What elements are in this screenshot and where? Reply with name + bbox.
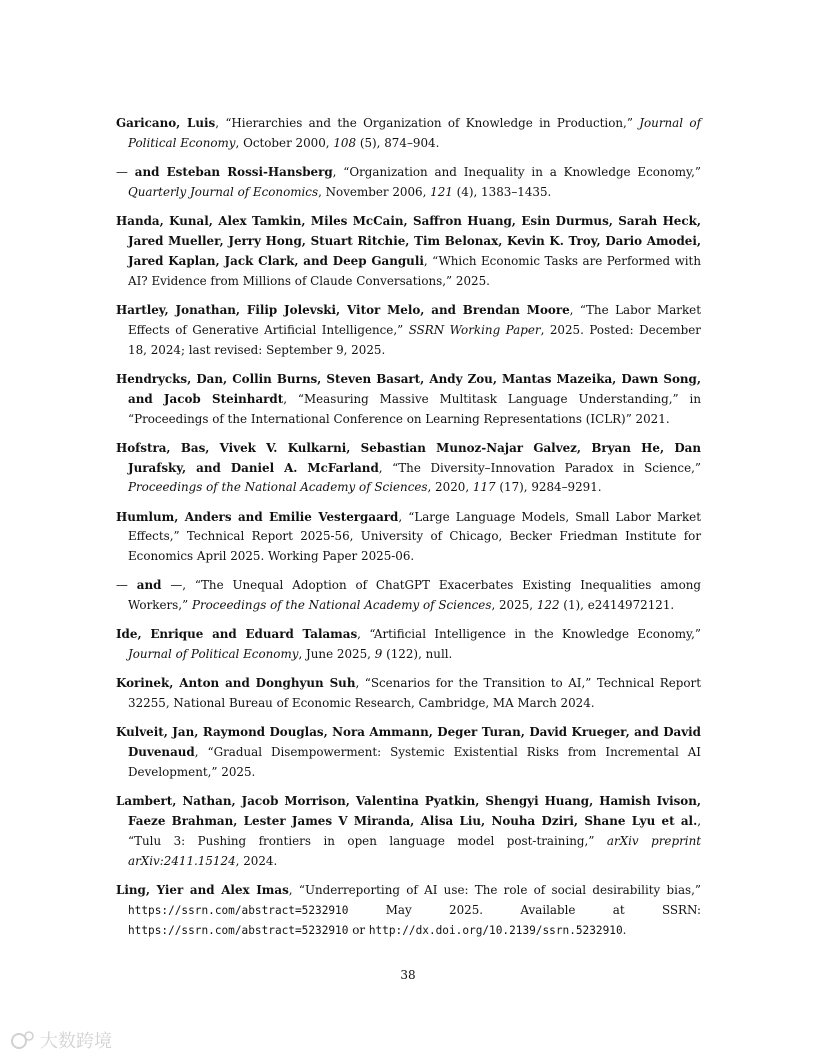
reference-entry bbox=[116, 625, 701, 665]
reference-text: , “The Labor Market Effects of Generative Artificial Intelligence,” bbox=[128, 302, 701, 337]
reference-volume: 9 bbox=[374, 647, 383, 662]
reference-journal: Quarterly Journal of Economics bbox=[128, 184, 319, 199]
reference-text: , October 2000, bbox=[235, 135, 334, 150]
reference-text: , “Large Language Models, Small Labor Market Effects,” Technical Report 2025-56, University of Chicago, Becker Friedman Institute for Economics April 2025. Working Paper 2025-06. bbox=[128, 509, 701, 564]
reference-authors: and Esteban Rossi-Hansberg bbox=[134, 165, 333, 179]
same-author-dash: — bbox=[116, 578, 128, 593]
reference-text: , November 2006, bbox=[318, 184, 431, 199]
reference-volume: 121 bbox=[430, 184, 453, 199]
reference-authors: Kulveit, Jan, Raymond Douglas, Nora Ammann, Deger Turan, David Krueger, and David Duvenaud bbox=[116, 725, 701, 760]
reference-entry bbox=[116, 723, 701, 783]
reference-text: May 2025. Available at SSRN: bbox=[348, 903, 701, 918]
reference-journal: arXiv preprint arXiv:2411.15124 bbox=[128, 834, 702, 869]
reference-entry bbox=[116, 881, 701, 941]
reference-entry bbox=[116, 792, 701, 872]
reference-text: , 2025. Posted: December 18, 2024; last revised: September 9, 2025. bbox=[128, 322, 701, 357]
reference-authors: Hartley, Jonathan, Filip Jolevski, Vitor Melo, and Brendan Moore bbox=[116, 302, 570, 317]
reference-text: , 2024. bbox=[235, 854, 278, 869]
reference-entry bbox=[116, 212, 701, 292]
reference-text: (1), e2414972121. bbox=[559, 598, 675, 613]
reference-text: , “Scenarios for the Transition to AI,” Technical Report 32255, National Bureau of Economic Research, Cambridge, MA March 2024. bbox=[128, 676, 701, 711]
reference-volume: 122 bbox=[536, 598, 560, 613]
reference-text: , “Measuring Massive Multitask Language Understanding,” in “Proceedings of the International Conference on Learning Representations (ICLR)” 2021. bbox=[128, 391, 701, 426]
reference-text: (17), 9284–9291. bbox=[495, 480, 602, 495]
reference-text: , June 2025, bbox=[298, 647, 375, 662]
same-author-dash: — bbox=[116, 165, 128, 179]
reference-text: (122), null. bbox=[382, 647, 453, 662]
reference-text: . bbox=[622, 922, 627, 937]
reference-text: (5), 874–904. bbox=[356, 135, 440, 150]
reference-entry bbox=[116, 301, 701, 361]
reference-text: , “Underreporting of AI use: The role of social desirability bias,” bbox=[288, 883, 701, 898]
reference-authors: Hofstra, Bas, Vivek V. Kulkarni, Sebastian Munoz-Najar Galvez, Bryan He, Dan Jurafsky, and Daniel A. McFarland bbox=[116, 440, 701, 475]
reference-text: , 2020, bbox=[427, 480, 473, 495]
reference-volume: 117 bbox=[472, 480, 496, 495]
reference-authors: Handa, Kunal, Alex Tamkin, Miles McCain, Saffron Huang, Esin Durmus, Sarah Heck, Jared Mueller, Jerry Hong, Stuart Ritchie, Tim Belonax, Kevin K. Troy, Dario Amodei, Jared Kaplan, Jack Clark, and Deep Ganguli bbox=[116, 214, 701, 268]
watermark bbox=[10, 1027, 112, 1053]
reference-text: , “Tulu 3: Pushing frontiers in open language model post-training,” bbox=[128, 814, 701, 849]
reference-journal: SSRN Working Paper bbox=[408, 322, 541, 337]
same-author-dash: — bbox=[170, 578, 183, 593]
reference-authors: Humlum, Anders and Emilie Vestergaard bbox=[116, 509, 399, 524]
watermark-logo-icon bbox=[10, 1029, 36, 1051]
reference-text: , “Gradual Disempowerment: Systemic Existential Risks from Incremental AI Development,” 2025. bbox=[128, 745, 701, 780]
reference-authors: Ide, Enrique and Eduard Talamas bbox=[116, 627, 358, 642]
reference-entry bbox=[116, 114, 701, 154]
reference-authors: Lambert, Nathan, Jacob Morrison, Valentina Pyatkin, Shengyi Huang, Hamish Ivison, Faeze Brahman, Lester James V Miranda, Alisa Liu, Nouha Dziri, Shane Lyu et al. bbox=[116, 794, 701, 829]
reference-text: , “Which Economic Tasks are Performed with AI? Evidence from Millions of Claude Conversations,” 2025. bbox=[128, 253, 701, 288]
reference-journal: Proceedings of the National Academy of Sciences bbox=[128, 480, 428, 495]
reference-list bbox=[116, 114, 701, 950]
reference-volume: 108 bbox=[333, 135, 357, 150]
reference-authors: Ling, Yier and Alex Imas bbox=[116, 883, 289, 898]
reference-text: , “Organization and Inequality in a Knowledge Economy,” bbox=[332, 165, 702, 179]
reference-authors: Hendrycks, Dan, Collin Burns, Steven Basart, Andy Zou, Mantas Mazeika, Dawn Song, and Jacob Steinhardt bbox=[116, 371, 701, 406]
reference-text: , “Hierarchies and the Organization of Knowledge in Production,” bbox=[215, 116, 640, 130]
reference-entry bbox=[116, 674, 701, 714]
reference-entry bbox=[116, 439, 701, 499]
page-number: 38 bbox=[400, 968, 416, 982]
reference-entry bbox=[116, 163, 701, 203]
reference-entry bbox=[116, 576, 701, 616]
reference-journal: Proceedings of the National Academy of Sciences bbox=[191, 598, 492, 613]
reference-journal: Journal of Political Economy bbox=[128, 116, 701, 150]
reference-entry bbox=[116, 370, 701, 430]
reference-text: or bbox=[348, 922, 369, 937]
reference-text: , “The Diversity–Innovation Paradox in Science,” bbox=[378, 460, 701, 475]
reference-text: , “The Unequal Adoption of ChatGPT Exacerbates Existing Inequalities among Workers,” bbox=[128, 578, 701, 613]
reference-entry bbox=[116, 508, 701, 568]
reference-text: , “Artificial Intelligence in the Knowledge Economy,” bbox=[357, 627, 701, 642]
reference-authors: Garicano, Luis bbox=[116, 116, 216, 130]
reference-authors: Korinek, Anton and Donghyun Suh bbox=[116, 676, 356, 691]
reference-authors: and bbox=[136, 578, 162, 593]
reference-url[interactable]: https://ssrn.com/abstract=5232910 bbox=[128, 904, 349, 918]
reference-url[interactable]: http://dx.doi.org/10.2139/ssrn.5232910 bbox=[368, 923, 623, 937]
watermark-text: 大数跨境 bbox=[40, 1031, 112, 1052]
reference-url[interactable]: https://ssrn.com/abstract=5232910 bbox=[128, 923, 349, 937]
reference-text: , 2025, bbox=[491, 598, 537, 613]
reference-journal: Journal of Political Economy bbox=[128, 647, 299, 662]
reference-text: (4), 1383–1435. bbox=[452, 184, 552, 199]
